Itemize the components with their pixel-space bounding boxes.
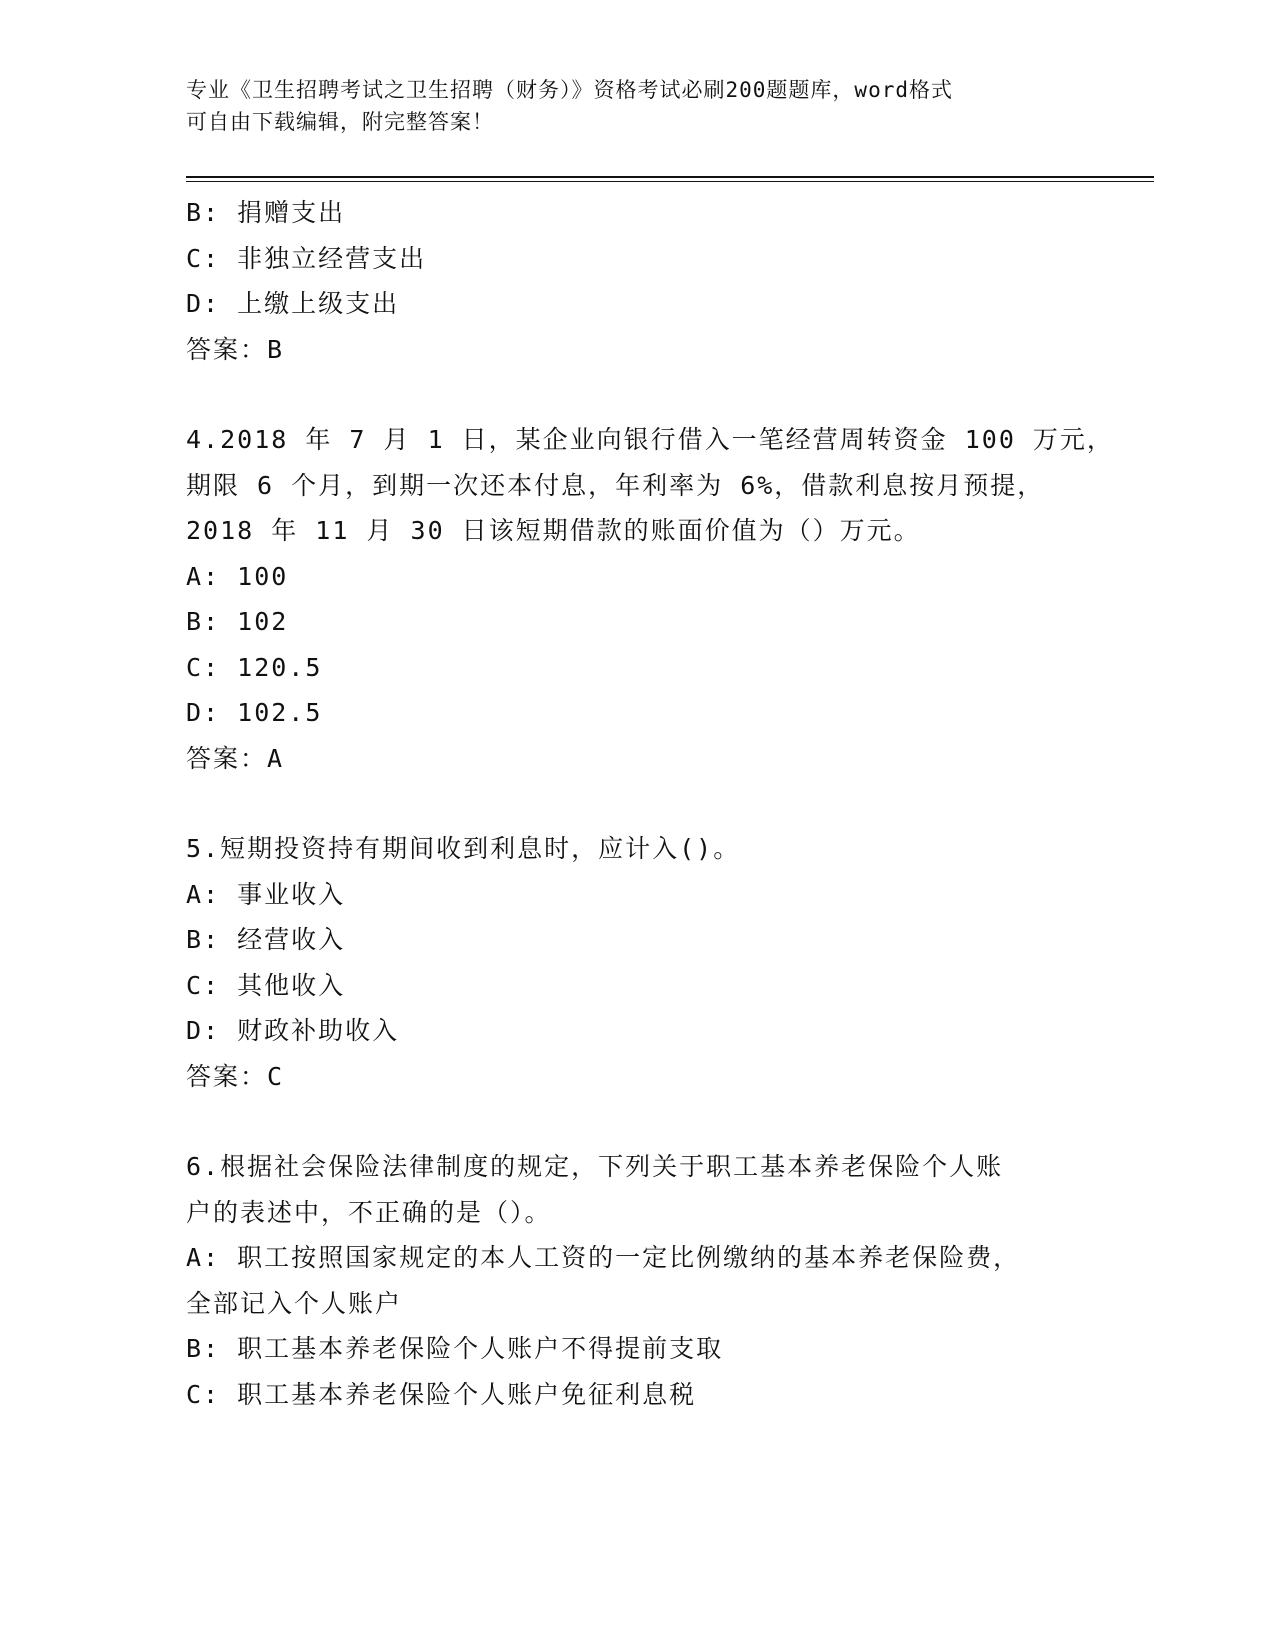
q3-option-c: C: 非独立经营支出 xyxy=(186,243,427,273)
q5-answer: 答案：C xyxy=(186,1061,285,1091)
q5-option-d: D: 财政补助收入 xyxy=(186,1016,400,1045)
question-list xyxy=(186,190,1114,1417)
q4-stem-line-2: 期限 6 个月，到期一次还本付息，年利率为 6%，借款利息按月预提， xyxy=(186,470,1045,500)
question-3 xyxy=(186,190,1086,372)
q4-stem-line-1: 4.2018 年 7 月 1 日，某企业向银行借入一笔经营周转资金 100 万元， xyxy=(186,425,1114,454)
q3-option-d: D: 上缴上级支出 xyxy=(186,289,400,318)
header-line-1: 专业《卫生招聘考试之卫生招聘（财务）》资格考试必刷200题题库，word格式 xyxy=(186,78,953,102)
q6-option-b: B: 职工基本养老保险个人账户不得提前支取 xyxy=(186,1334,724,1363)
q6-option-a-continued: 全部记入个人账户 xyxy=(186,1288,403,1318)
q6-option-a: A: 职工按照国家规定的本人工资的一定比例缴纳的基本养老保险费， xyxy=(186,1243,1021,1272)
q4-option-d: D: 102.5 xyxy=(186,698,323,727)
q4-answer: 答案：A xyxy=(186,743,285,773)
q5-option-b: B: 经营收入 xyxy=(186,925,346,954)
question-6 xyxy=(186,1144,1086,1417)
header-divider-thin xyxy=(186,181,1154,182)
q5-option-a: A: 事业收入 xyxy=(186,879,346,909)
header-line-2: 可自由下载编辑，附完整答案！ xyxy=(186,110,494,134)
q5-option-c: C: 其他收入 xyxy=(186,970,346,1000)
q3-option-b: B: 捐赠支出 xyxy=(186,198,346,227)
question-4 xyxy=(186,417,1114,781)
spacer xyxy=(186,781,1086,826)
q6-stem-line-1: 6.根据社会保险法律制度的规定，下列关于职工基本养老保险个人账 xyxy=(186,1152,1004,1181)
q5-stem-line-1: 5.短期投资持有期间收到利息时，应计入()。 xyxy=(186,834,741,863)
q4-stem-line-3: 2018 年 11 月 30 日该短期借款的账面价值为（）万元。 xyxy=(186,516,921,545)
spacer xyxy=(186,372,1086,417)
q6-option-c: C: 职工基本养老保险个人账户免征利息税 xyxy=(186,1379,697,1409)
q4-option-a: A: 100 xyxy=(186,561,289,591)
spacer xyxy=(186,1099,1086,1144)
document-header xyxy=(186,74,1066,138)
header-divider-thick xyxy=(186,176,1154,178)
q4-option-b: B: 102 xyxy=(186,607,289,636)
q3-answer: 答案：B xyxy=(186,334,285,364)
q4-option-c: C: 120.5 xyxy=(186,652,323,682)
question-5 xyxy=(186,826,1086,1099)
q6-stem-line-2: 户的表述中，不正确的是（）。 xyxy=(186,1197,552,1227)
